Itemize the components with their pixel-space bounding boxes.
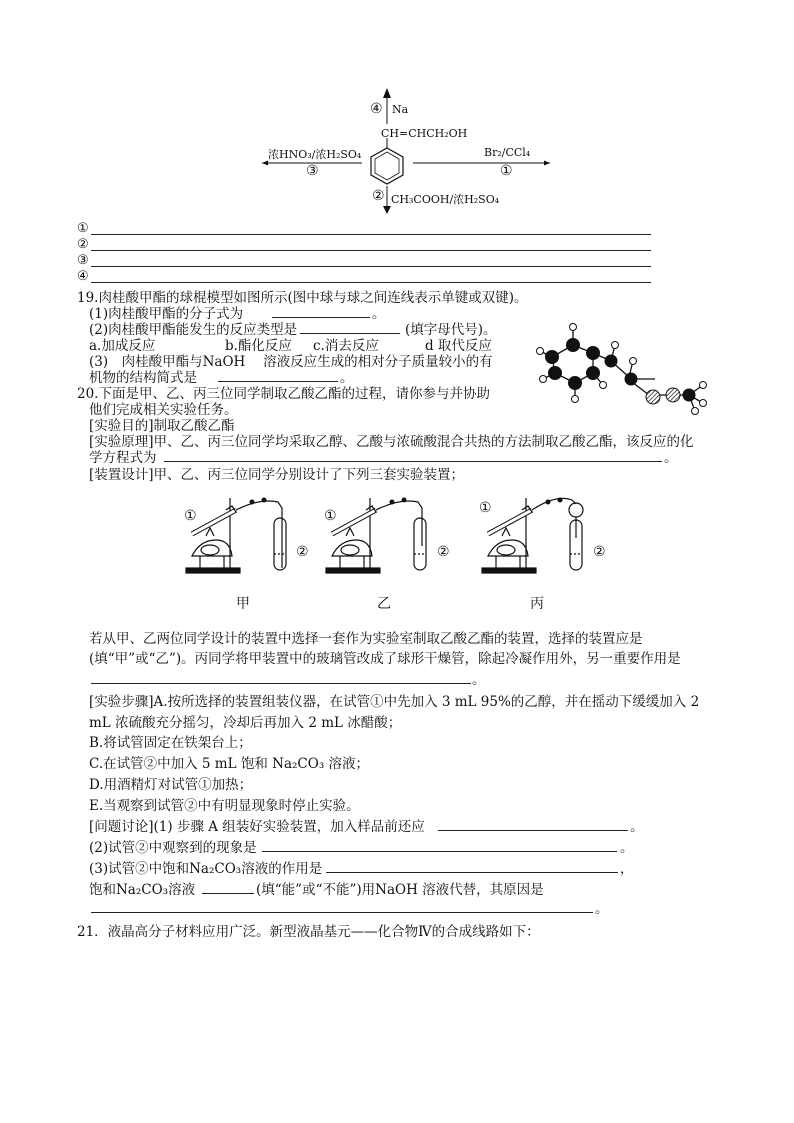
q20-discussion-5-blank[interactable] xyxy=(91,912,593,913)
q20-step-b: B.将试管固定在铁架台上； xyxy=(89,735,252,751)
answer-line-label-2: ② xyxy=(77,237,89,252)
q20-step-e: E.当观察到试管②中有明显现象时停止实验。 xyxy=(89,798,360,814)
q20-stem-line1: 20.下面是甲、乙、丙三位同学制取乙酸乙酯的过程，请你参与并协助 xyxy=(77,386,490,402)
q20-principle-end: 。 xyxy=(664,450,678,466)
q19-part3-line1: (3) 肉桂酸甲酯与NaOH 溶液反应生成的相对分子质量较小的有 xyxy=(89,354,493,370)
reaction-1-reagent: Br₂/CCl₄ xyxy=(484,146,531,159)
q20-principle-line1: [实验原理]甲、乙、丙三位同学均采取乙醇、乙酸与浓硫酸混合共热的方法制取乙酸乙酯，该反应的化 xyxy=(89,434,694,450)
q20-discussion-2-blank[interactable] xyxy=(262,851,617,852)
q20-discussion-1-blank[interactable] xyxy=(438,830,628,831)
q20-step-d: D.用酒精灯对试管①加热； xyxy=(89,777,253,793)
q19-part2-label: (2)肉桂酸甲酯能发生的反应类型是 xyxy=(89,322,298,338)
reaction-2-number: ② xyxy=(372,188,385,204)
q20-step-c: C.在试管②中加入 5 mL 饱和 Na₂CO₃ 溶液； xyxy=(89,756,370,772)
answer-line-label-1: ① xyxy=(77,221,89,236)
ball-and-stick-model xyxy=(535,315,715,425)
q20-choose-end: 。 xyxy=(472,672,486,688)
apparatus1-tube1-label: ① xyxy=(184,508,197,524)
answer-line-4[interactable] xyxy=(91,282,651,283)
q20-goal: [实验目的]制取乙酸乙酯 xyxy=(89,418,235,434)
reaction-3-number: ③ xyxy=(306,163,319,179)
q20-choose-line1: 若从甲、乙两位同学设计的装置中选择一套作为实验室制取乙酸乙酯的装置，选择的装置应是 xyxy=(89,631,643,647)
q20-step-a-line2: mL 浓硫酸充分摇匀，冷却后再加入 2 mL 冰醋酸； xyxy=(89,715,402,731)
reaction-3-reagent: 浓HNO₃/浓H₂SO₄ xyxy=(268,148,362,161)
q20-step-a-line1: [实验步骤]A.按所选择的装置组装仪器，在试管①中先加入 3 mL 95%的乙醇，并在摇动下缓缓加入 2 xyxy=(89,694,700,710)
q20-discussion-4a: 饱和Na₂CO₃溶液 xyxy=(89,882,196,898)
q20-discussion-5-end: 。 xyxy=(595,901,609,917)
q20-principle-line2: 学方程式为 xyxy=(89,450,157,466)
q20-choose-line2: (填“甲”或“乙”)。丙同学将甲装置中的玻璃管改成了球形干燥管，除起冷凝作用外，另一重要作用是 xyxy=(89,651,681,667)
apparatus-label-yi: 乙 xyxy=(377,596,391,612)
q19-option-c: c.消去反应 xyxy=(313,338,379,354)
apparatus3-tube1-label: ① xyxy=(479,500,492,516)
q19-option-b: b.酯化反应 xyxy=(225,338,292,354)
q20-discussion-3: (3)试管②中饱和Na₂CO₃溶液的作用是 xyxy=(89,861,323,877)
answer-line-2[interactable] xyxy=(91,250,651,251)
q20-discussion-4-blank[interactable] xyxy=(202,893,254,894)
q19-part1-label: (1)肉桂酸甲酯的分子式为 xyxy=(89,306,244,322)
q20-discussion-1: [问题讨论](1) 步骤 A 组装好实验装置，加入样品前还应 xyxy=(89,819,425,835)
q19-part3-line2: 机物的结构简式是 xyxy=(89,370,197,386)
apparatus1-tube2-label: ② xyxy=(296,544,309,560)
q19-option-a: a.加成反应 xyxy=(89,338,156,354)
answer-line-label-4: ④ xyxy=(77,269,89,284)
answer-line-label-3: ③ xyxy=(77,253,89,268)
answer-line-1[interactable] xyxy=(91,234,651,235)
q20-stem-line2: 他们完成相关实验任务。 xyxy=(89,402,238,418)
q20-equation-blank[interactable] xyxy=(164,461,662,462)
apparatus2-tube2-label: ② xyxy=(437,544,450,560)
q20-discussion-1-end: 。 xyxy=(630,819,644,835)
q20-discussion-3-blank[interactable] xyxy=(326,872,618,873)
apparatus-label-jia: 甲 xyxy=(236,596,250,612)
reaction-scheme xyxy=(0,0,794,215)
reaction-1-number: ① xyxy=(500,163,513,179)
reaction-2-reagent: CH₃COOH/浓H₂SO₄ xyxy=(391,193,500,206)
q20-choose-blank[interactable] xyxy=(91,683,471,684)
q19-option-d: d 取代反应 xyxy=(425,338,492,354)
q20-discussion-2: (2)试管②中观察到的现象是 xyxy=(89,840,257,856)
q20-design: [装置设计]甲、乙、丙三位同学分别设计了下列三套实验装置； xyxy=(89,467,465,483)
q20-discussion-2-end: 。 xyxy=(620,840,634,856)
q20-discussion-3-end: ， xyxy=(620,861,634,877)
apparatus3-tube2-label: ② xyxy=(593,544,606,560)
apparatus-label-bing: 丙 xyxy=(530,596,544,612)
q19-stem: 19.肉桂酸甲酯的球棍模型如图所示(图中球与球之间连线表示单键或双键)。 xyxy=(77,290,528,306)
apparatus2-tube1-label: ① xyxy=(324,508,337,524)
q20-discussion-4b: (填“能”或“不能”)用NaOH 溶液代替，其原因是 xyxy=(256,882,544,898)
q19-part2-end: (填字母代号)。 xyxy=(405,322,497,338)
q19-part3-end: 。 xyxy=(340,370,354,386)
answer-line-3[interactable] xyxy=(91,266,651,267)
reaction-4-number: ④ xyxy=(370,101,383,117)
q21-stem: 21．液晶高分子材料应用广泛。新型液晶基元——化合物Ⅳ的合成线路如下： xyxy=(77,924,540,940)
reaction-4-reagent: Na xyxy=(392,103,409,116)
side-chain-formula: CH=CHCH₂OH xyxy=(381,127,468,140)
q19-part1-end: 。 xyxy=(372,306,386,322)
